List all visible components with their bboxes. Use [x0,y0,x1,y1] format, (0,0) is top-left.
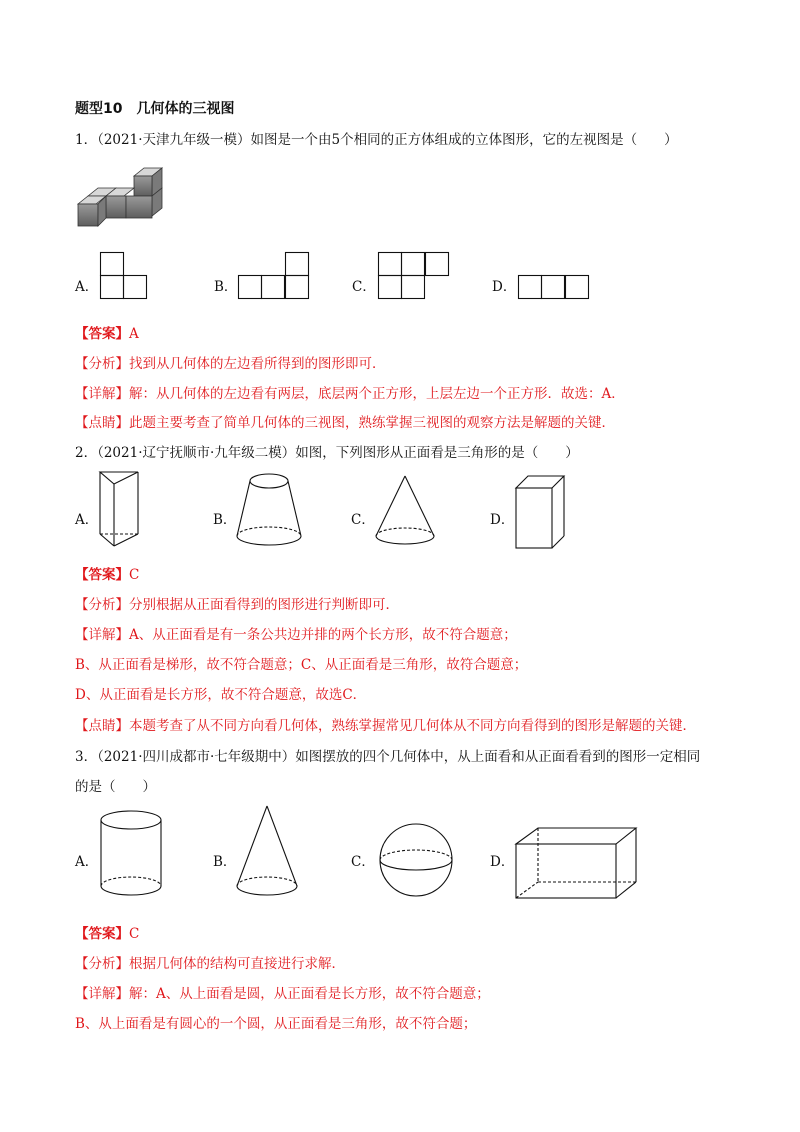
q1-comment-tag: 【点睛】 [75,415,129,431]
q2-option-c-label: C． [351,512,375,528]
q2-detail-3: D、从正面看是长方形，故不符合题意，故选C． [75,687,367,703]
q3-cylinder-figure [96,808,166,900]
q2-detail-1: A、从正面看是有一条公共边并排的两个长方形，故不符合题意； [129,627,517,643]
q1-answer-tag: 【答案】 [75,326,129,342]
q1-option-a-figure [100,252,148,300]
section-title: 题型10 几何体的三视图 [75,101,235,117]
q1-option-c-figure [378,252,450,300]
q3-answer-tag: 【答案】 [75,926,129,942]
q1-detail: 解：从几何体的左边看有两层，底层两个正方形，上层左边一个正方形．故选：A． [129,386,625,402]
q3-detail-2: B、从上面看是有圆心的一个圆，从正面看是三角形，故不符合题； [75,1016,477,1032]
q2-option-b-label: B． [213,512,237,528]
q2-frustum-figure [235,472,303,548]
q1-detail-tag: 【详解】 [75,386,129,402]
q3-option-c-label: C． [351,854,375,870]
q1-option-b-figure [238,252,310,300]
q1-option-a-label: A． [75,279,99,295]
q2-answer-tag: 【答案】 [75,567,129,583]
q2-comment: 本题考查了从不同方向看几何体，熟练掌握常见几何体从不同方向看得到的图形是解题的关键． [129,718,696,734]
q1-cube-figure [76,164,166,230]
q2-answer: C [129,567,140,583]
q3-sphere-figure [376,820,456,900]
q2-cuboid-figure [514,474,566,550]
q2-comment-tag: 【点睛】 [75,718,129,734]
q2-option-d-label: D． [490,512,515,528]
q2-detail-2: B、从正面看是梯形，故不符合题意；C、从正面看是三角形，故符合题意； [75,657,528,673]
q3-cone-figure [234,804,300,900]
q3-analysis-tag: 【分析】 [75,956,129,972]
q1-option-b-label: B． [214,279,238,295]
q1-option-d-label: D． [492,279,517,295]
q2-prism-figure [98,470,142,548]
q3-answer: C [129,926,140,942]
q1-answer: A [129,326,139,342]
q1-analysis: 找到从几何体的左边看所得到的图形即可． [129,356,386,372]
q3-analysis: 根据几何体的结构可直接进行求解． [129,956,345,972]
q3-question-line-1: 3．（2021·四川成都市·七年级期中）如图摆放的四个几何体中，从上面看和从正面看看到的图形一定相同 [75,749,701,765]
q3-detail-1: 解：A、从上面看是圆，从正面看是长方形，故不符合题意； [129,986,490,1002]
q2-analysis: 分别根据从正面看得到的图形进行判断即可． [129,597,399,613]
q3-question-line-2: 的是（ ） [75,779,156,795]
q3-option-d-label: D． [490,854,515,870]
q1-option-d-figure [518,275,590,300]
q3-detail-tag: 【详解】 [75,986,129,1002]
q2-analysis-tag: 【分析】 [75,597,129,613]
q1-option-c-label: C． [352,279,376,295]
q2-question: 2．（2021·辽宁抚顺市·九年级二模）如图，下列图形从正面看是三角形的是（ ） [75,445,579,461]
q3-option-a-label: A． [75,854,99,870]
q1-question: 1．（2021·天津九年级一模）如图是一个由5个相同的正方体组成的立体图形，它的左视图是（ ） [75,132,678,148]
q3-cuboid-figure [514,826,640,900]
q2-option-a-label: A． [75,512,99,528]
q3-option-b-label: B． [213,854,237,870]
q1-analysis-tag: 【分析】 [75,356,129,372]
q2-detail-tag: 【详解】 [75,627,129,643]
q2-cone-figure [374,474,436,548]
q1-comment: 此题主要考查了简单几何体的三视图，熟练掌握三视图的观察方法是解题的关键． [129,415,615,431]
